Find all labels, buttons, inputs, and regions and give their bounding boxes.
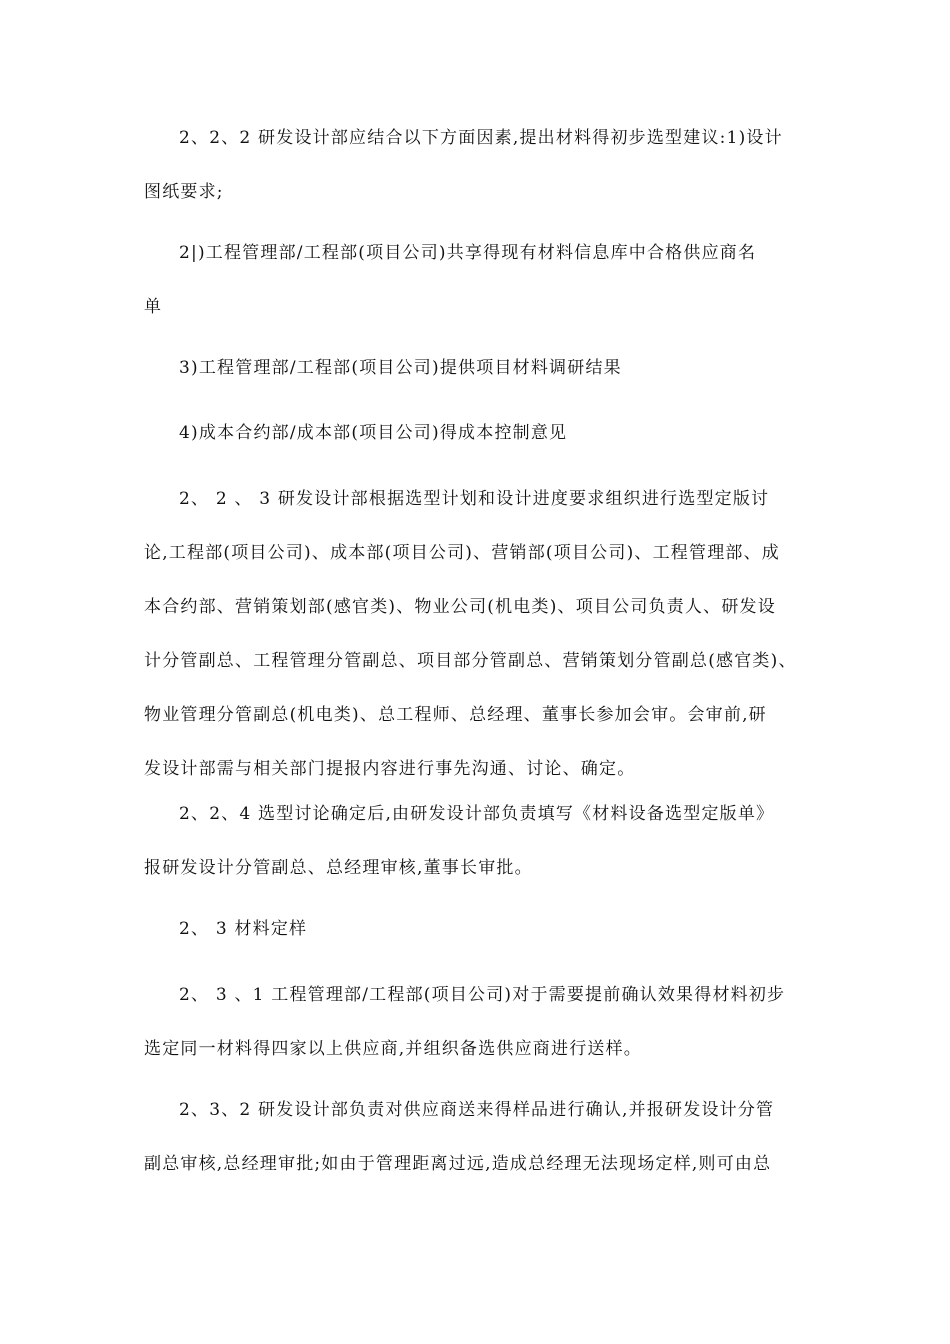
paragraph-line: 3)工程管理部/工程部(项目公司)提供项目材料调研结果 — [179, 358, 622, 378]
paragraph-item-2 — [144, 226, 814, 334]
paragraph-2-2-4 — [144, 787, 814, 895]
paragraph-line: 2、2、4 选型讨论确定后,由研发设计部负责填写《材料设备选型定版单》 — [179, 804, 775, 824]
paragraph-line: 2、3、2 研发设计部负责对供应商送来得样品进行确认,并报研发设计分管 — [179, 1100, 775, 1120]
paragraph-line: 2、 3 材料定样 — [179, 919, 308, 939]
paragraph-line: 4)成本合约部/成本部(项目公司)得成本控制意见 — [179, 423, 568, 443]
paragraph-2-2-3 — [144, 472, 814, 796]
paragraph-2-3-2 — [144, 1083, 814, 1191]
paragraph-line: 发设计部需与相关部门提报内容进行事先沟通、讨论、确定。 — [144, 759, 636, 779]
section-heading-2-3 — [144, 902, 814, 956]
paragraph-line: 2、2、2 研发设计部应结合以下方面因素,提出材料得初步选型建议:1)设计 — [179, 128, 783, 148]
paragraph-line: 2|)工程管理部/工程部(项目公司)共享得现有材料信息库中合格供应商名 — [179, 243, 757, 263]
paragraph-line: 本合约部、营销策划部(感官类)、物业公司(机电类)、项目公司负责人、研发设 — [144, 597, 776, 617]
paragraph-2-2-2 — [144, 111, 814, 219]
paragraph-line: 报研发设计分管副总、总经理审核,董事长审批。 — [144, 858, 533, 878]
paragraph-line: 计分管副总、工程管理分管副总、项目部分管副总、营销策划分管副总(感官类)、 — [144, 651, 797, 671]
paragraph-line: 论,工程部(项目公司)、成本部(项目公司)、营销部(项目公司)、工程管理部、成 — [144, 543, 780, 563]
paragraph-item-4 — [144, 406, 814, 460]
paragraph-item-3 — [144, 341, 814, 395]
paragraph-line: 图纸要求; — [144, 182, 224, 202]
paragraph-line: 2、 2 、 3 研发设计部根据选型计划和设计进度要求组织进行选型定版讨 — [179, 489, 770, 509]
paragraph-line: 单 — [144, 297, 163, 317]
paragraph-line: 选定同一材料得四家以上供应商,并组织备选供应商进行送样。 — [144, 1039, 643, 1059]
paragraph-line: 副总审核,总经理审批;如由于管理距离过远,造成总经理无法现场定样,则可由总 — [144, 1154, 772, 1174]
paragraph-line: 物业管理分管副总(机电类)、总工程师、总经理、董事长参加会审。会审前,研 — [144, 705, 767, 725]
paragraph-2-3-1 — [144, 968, 814, 1076]
paragraph-line: 2、 3 、1 工程管理部/工程部(项目公司)对于需要提前确认效果得材料初步 — [179, 985, 786, 1005]
